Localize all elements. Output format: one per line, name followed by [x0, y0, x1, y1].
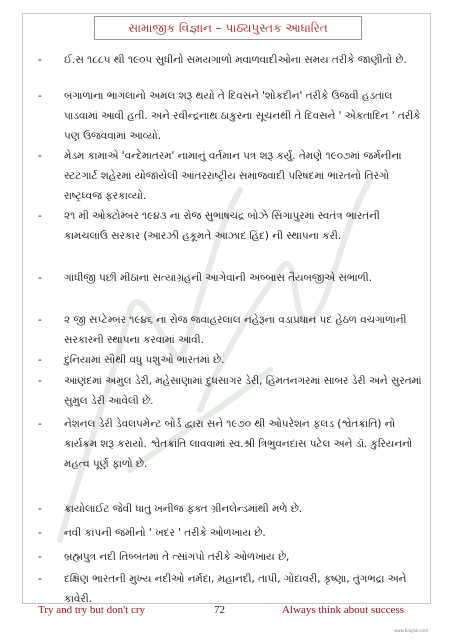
list-item: [38, 499, 423, 519]
list-item-text: બંગાળાના ભાગલાનો અમલ શરૂ થયો તે દિવસને 'શોકદીન' તરીકે ઉજવી હડતાલ પાડવામાં આવી હતી. અને રવીન્દ્રનાથ ઠાકુરના સૂચનથી તે દિવસને ' એકતાદિન ' તરીકે પણ ઉજવવામાં આવ્યો.: [64, 90, 421, 142]
page-number: 72: [214, 604, 225, 616]
bullet-dash: -: [38, 150, 42, 162]
bullet-dash: -: [38, 54, 42, 66]
bullet-dash: -: [38, 527, 42, 539]
list-item: [38, 50, 423, 70]
list-item-text: આણંદમાં અમુલ ડેરી, મહેસાણામાં દુધસાગર ડેરી, હિંમતનગરમાં સાબર ડેરી અને સુરતમાં સુમુલ ડેરી આવેલી છે.: [64, 375, 422, 407]
bullet-dash: -: [38, 418, 42, 430]
list-item-text: ક્રાયોલાઈટ જેવી ધાતુ ખનીજ ફક્ત ગ્રીનલેન્ડમાંથી મળે છે.: [64, 503, 303, 515]
list-item-text: નેશનલ ડેરી ડેવલપમેન્ટ બોર્ડ દ્વારા સને ૧૯૭૦ થી ઓપરેશન ફલડ (શ્વેતક્રાંતિ) નો કાર્યક્રમ શરૂ કરાયો. શ્વેતક્રાંતિ લાવવામાં સ્વ.શ્રી ત્રિભુવનદાસ પટેલ અને ડૉ. કુરિયનનો મહત્વ પૂર્ણ ફાળો છે.: [64, 418, 413, 470]
bullet-dash: -: [38, 503, 42, 515]
list-item: [38, 146, 423, 206]
list-item-text: દુનિયામાં સૌથી વધુ પશુઓ ભારતમાં છે.: [64, 354, 225, 366]
list-item: [38, 268, 423, 288]
list-item-text: ૨૧ મી ઓક્ટોમ્બર ૧૯૪૩ ના રોજ સુભાષચંદ્ર બોઝે સિંગાપુરમાં સ્વતંત્ર ભારતની કામચલાઉ સરકાર (આરઝી હકૂમતે આઝાદ હિંદ) ની સ્થાપના કરી.: [64, 210, 380, 242]
list-item-text: મેડમ કામાએ 'વન્દેમાતરમ' નામાનું વર્તમાન પત્ર શરૂ કર્યું. તેમણે ૧૯૦૭માં જર્મનીના સ્ટટગાર્ટ શહેરમાં યોજાયેલી આંતરરાષ્ટ્રીય સમાજવાદી પરિષદમાં ભારતનો તિરંગો રાષ્ટ્રધ્વજ ફરકાવ્યો.: [64, 150, 402, 202]
list-item: [38, 310, 423, 350]
list-item-text: નવી કાંપની જમીનો ' ખદર ' તરીકે ઓળખાય છે.: [64, 527, 266, 539]
list-item-text: ગાંધીજી પછી મીઠાના સત્યાગ્રહની આગેવાની અબ્બાસ તૈયબજીએ સંભાળી.: [64, 272, 373, 284]
list-item-text: દક્ષિણ ભારતની મુખ્ય નદીઓ નર્મદા, મહાનદી, તાપી, ગોદાવરી, કૃષ્ણા, તુંગભદ્રા અને કાવેરી.: [64, 573, 407, 605]
list-item: [38, 206, 423, 246]
bullet-dash: -: [38, 551, 42, 563]
list-item-text: ઈ.સ ૧૮૮૫ થી ૧૯૦૫ સુધીનો સમયગાળો મવાળવાદીઓના સમય તરીકે જાણીતો છે.: [64, 54, 407, 66]
bullet-dash: -: [38, 90, 42, 102]
site-credit: www.EduJob.com: [394, 628, 429, 633]
bullet-dash: -: [38, 375, 42, 387]
bullet-dash: -: [38, 354, 42, 366]
list-item: [38, 569, 423, 609]
list-item: [38, 414, 423, 474]
list-item: [38, 371, 423, 411]
page-title: સામાજીક વિજ્ઞાન – પાઠ્યપુસ્તક આધારિત: [94, 16, 362, 40]
bullet-dash: -: [38, 573, 42, 585]
footer-motto-right: Always think about success: [282, 604, 404, 616]
list-item: [38, 350, 423, 370]
list-item-text: ૨ જી સપ્ટેમ્બર ૧૯૪૬ ના રોજ જવાહરલાલ નહેરૂના વડાપ્રધાન પદ હેઠળ વચગાળાની સરકારની સ્થાપના કરવામાં આવી.: [64, 314, 407, 346]
bullet-dash: -: [38, 314, 42, 326]
bullet-dash: -: [38, 210, 42, 222]
list-item: [38, 86, 423, 146]
list-item-text: બ્રહ્મપુત્ર નદી તિબ્બતમાં તે ત્સાંગપો તરીકે ઓળખાય છે,: [64, 551, 290, 563]
list-item: [38, 547, 423, 567]
list-item: [38, 523, 423, 543]
bullet-dash: -: [38, 272, 42, 284]
footer-motto-left: Try and try but don't cry: [38, 604, 145, 616]
